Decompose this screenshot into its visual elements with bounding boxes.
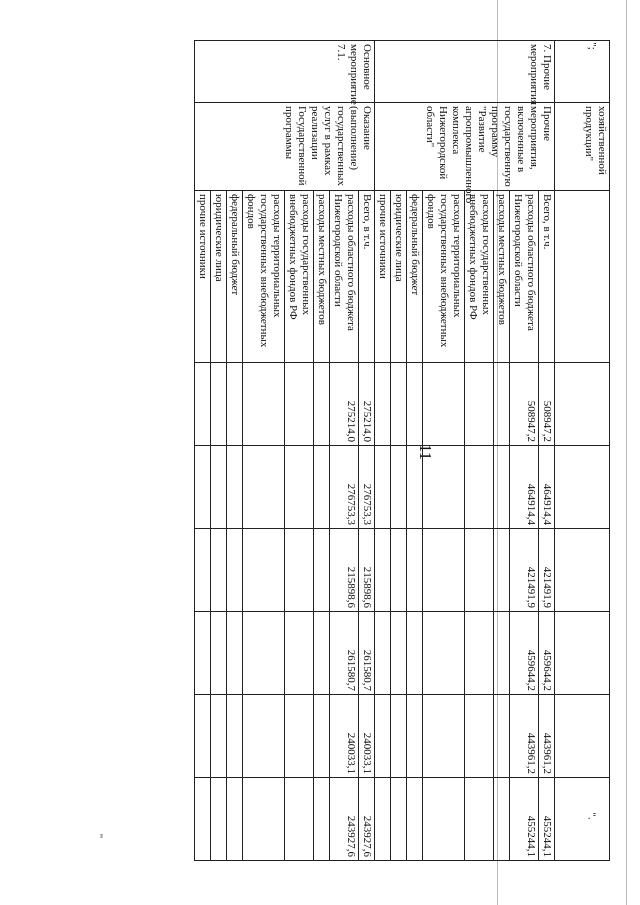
amount-cell <box>211 695 227 778</box>
amount-cell <box>407 529 423 612</box>
table-cell <box>555 778 610 861</box>
funding-source-cell: юридические лица <box>211 191 227 363</box>
amount-cell <box>195 529 211 612</box>
amount-cell <box>227 612 243 695</box>
amount-cell <box>494 695 510 778</box>
table-row <box>555 41 610 861</box>
amount-cell: 276753,3 <box>330 446 359 529</box>
amount-cell: 459644,2 <box>510 612 539 695</box>
amount-cell <box>423 363 465 446</box>
quote-mark-bottom-right: ". <box>585 812 598 820</box>
funding-source-cell: Всего, в т.ч. <box>359 191 375 363</box>
amount-cell: 464914,4 <box>510 446 539 529</box>
funding-source-cell: расходы государственных внебюджетных фондов РФ <box>465 191 494 363</box>
funding-table <box>194 40 610 861</box>
amount-cell <box>423 529 465 612</box>
funding-source-cell: федеральный бюджет <box>227 191 243 363</box>
amount-cell <box>227 363 243 446</box>
amount-cell <box>391 529 407 612</box>
rotated-table-region <box>50 40 610 860</box>
table-cell <box>555 363 610 446</box>
amount-cell <box>243 695 285 778</box>
amount-cell <box>494 363 510 446</box>
amount-cell <box>195 446 211 529</box>
amount-cell <box>285 529 314 612</box>
amount-cell <box>375 529 391 612</box>
amount-cell <box>407 778 423 861</box>
amount-cell <box>195 612 211 695</box>
amount-cell: 243927,6 <box>330 778 359 861</box>
amount-cell <box>195 363 211 446</box>
quote-mark-left: " <box>92 833 105 839</box>
amount-cell: 443961,2 <box>539 695 555 778</box>
amount-cell: 421491,9 <box>510 529 539 612</box>
funding-source-cell: расходы местных бюджетов <box>494 191 510 363</box>
amount-cell <box>494 612 510 695</box>
amount-cell: 455244,1 <box>510 778 539 861</box>
amount-cell <box>423 612 465 695</box>
amount-cell <box>211 363 227 446</box>
amount-cell <box>423 695 465 778</box>
amount-cell: 243927,6 <box>359 778 375 861</box>
amount-cell <box>391 446 407 529</box>
table-cell <box>555 695 610 778</box>
table-cell <box>555 529 610 612</box>
activity-name-cell: Прочие мероприятия, включенные в государственную программу "Развитие агропромышленного комплекса Нижегородской области" <box>375 103 555 191</box>
amount-cell <box>391 363 407 446</box>
table-cell <box>555 446 610 529</box>
table-cell <box>555 612 610 695</box>
page-number: 11 <box>416 443 435 461</box>
amount-cell <box>227 778 243 861</box>
funding-source-cell: расходы территориальных государственных внебюджетных фондов <box>423 191 465 363</box>
amount-cell <box>243 778 285 861</box>
amount-cell: 443961,2 <box>510 695 539 778</box>
amount-cell <box>243 446 285 529</box>
amount-cell <box>375 363 391 446</box>
amount-cell <box>211 778 227 861</box>
amount-cell <box>494 778 510 861</box>
amount-cell <box>195 778 211 861</box>
amount-cell <box>375 778 391 861</box>
amount-cell <box>465 612 494 695</box>
amount-cell: 508947,2 <box>510 363 539 446</box>
amount-cell <box>314 363 330 446</box>
amount-cell <box>407 695 423 778</box>
amount-cell: 464914,4 <box>539 446 555 529</box>
funding-source-cell: расходы местных бюджетов <box>314 191 330 363</box>
amount-cell <box>314 695 330 778</box>
amount-cell: 240033,1 <box>330 695 359 778</box>
amount-cell: 421491,9 <box>539 529 555 612</box>
amount-cell <box>407 446 423 529</box>
table-body <box>195 41 610 861</box>
amount-cell <box>211 446 227 529</box>
amount-cell <box>391 612 407 695</box>
amount-cell: 276753,3 <box>359 446 375 529</box>
amount-cell: 215898,6 <box>330 529 359 612</box>
table-row <box>539 41 555 861</box>
amount-cell <box>285 695 314 778</box>
amount-cell: 261580,7 <box>330 612 359 695</box>
funding-source-cell: расходы территориальных государственных внебюджетных фондов <box>243 191 285 363</box>
header-source-cell <box>555 191 610 363</box>
activity-type-cell: 7. Прочие мероприятия <box>375 41 555 103</box>
amount-cell: 275214,0 <box>330 363 359 446</box>
funding-source-cell: Всего, в т.ч. <box>539 191 555 363</box>
amount-cell <box>375 446 391 529</box>
amount-cell <box>285 778 314 861</box>
amount-cell <box>227 446 243 529</box>
amount-cell <box>285 446 314 529</box>
amount-cell <box>391 778 407 861</box>
funding-source-cell: расходы государственных внебюджетных фондов РФ <box>285 191 314 363</box>
amount-cell <box>375 612 391 695</box>
amount-cell <box>243 612 285 695</box>
table-landscape-frame <box>50 40 610 860</box>
amount-cell: 261580,7 <box>359 612 375 695</box>
amount-cell: 459644,2 <box>539 612 555 695</box>
amount-cell <box>375 695 391 778</box>
funding-source-cell: расходы областного бюджета Нижегородской области <box>330 191 359 363</box>
amount-cell <box>494 529 510 612</box>
header-name-cell: хозяйственной продукции" <box>555 103 610 191</box>
amount-cell: 215898,6 <box>359 529 375 612</box>
amount-cell <box>314 612 330 695</box>
amount-cell <box>285 612 314 695</box>
funding-source-cell: прочие источники <box>195 191 211 363</box>
amount-cell <box>465 529 494 612</box>
amount-cell <box>285 363 314 446</box>
amount-cell <box>407 612 423 695</box>
funding-source-cell: прочие источники <box>375 191 391 363</box>
activity-name-cell: Оказание (выполнение) государственных услуг в рамках реализации Государственной программы <box>195 103 375 191</box>
funding-source-cell: федеральный бюджет <box>407 191 423 363</box>
amount-cell: 240033,1 <box>359 695 375 778</box>
amount-cell <box>227 529 243 612</box>
amount-cell <box>243 529 285 612</box>
amount-cell <box>407 363 423 446</box>
amount-cell <box>195 695 211 778</box>
amount-cell <box>211 529 227 612</box>
quote-mark-top-right: "; <box>585 42 598 50</box>
activity-type-cell: Основное мероприятие 7.1. <box>195 41 375 103</box>
funding-source-cell: юридические лица <box>391 191 407 363</box>
scan-edge-line <box>626 0 627 905</box>
amount-cell <box>423 446 465 529</box>
amount-cell <box>314 446 330 529</box>
amount-cell <box>465 778 494 861</box>
amount-cell <box>465 695 494 778</box>
table-row <box>359 41 375 861</box>
amount-cell: 455244,1 <box>539 778 555 861</box>
amount-cell: 508947,2 <box>539 363 555 446</box>
amount-cell <box>314 778 330 861</box>
amount-cell <box>211 612 227 695</box>
amount-cell <box>494 446 510 529</box>
amount-cell <box>227 695 243 778</box>
amount-cell <box>243 363 285 446</box>
amount-cell <box>314 529 330 612</box>
amount-cell <box>423 778 465 861</box>
header-type-cell <box>555 41 610 103</box>
amount-cell: 275214,0 <box>359 363 375 446</box>
amount-cell <box>465 446 494 529</box>
funding-source-cell: расходы областного бюджета Нижегородской области <box>510 191 539 363</box>
amount-cell <box>465 363 494 446</box>
amount-cell <box>391 695 407 778</box>
